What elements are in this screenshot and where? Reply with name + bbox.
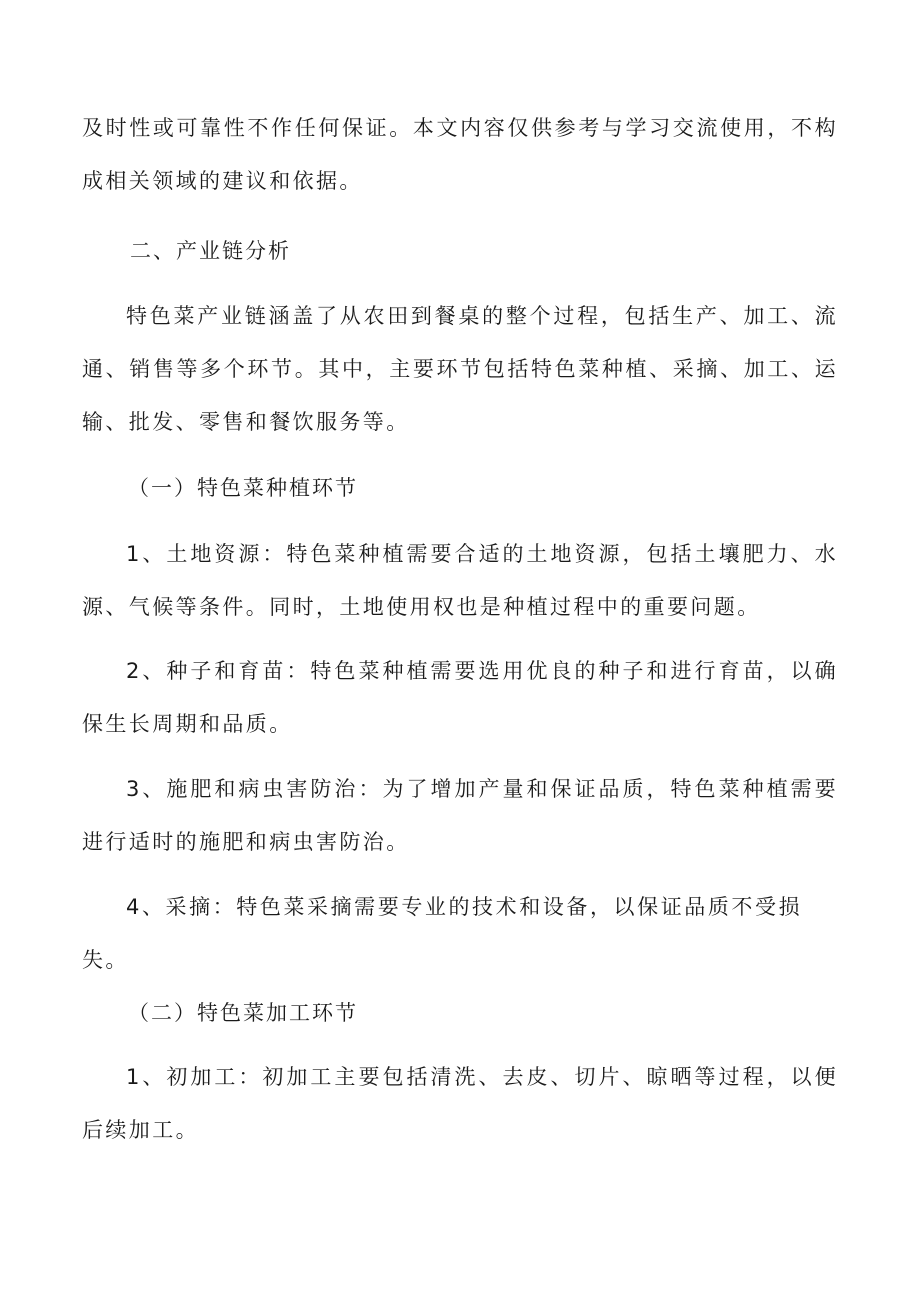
planting-item-fertilizer: 3、施肥和病虫害防治：为了增加产量和保证品质，特色菜种植需要进行适时的施肥和病虫害防治。 — [82, 777, 838, 854]
section-two-heading: 二、产业链分析 — [130, 239, 291, 263]
processing-item-initial: 1、初加工：初加工主要包括清洗、去皮、切片、晾晒等过程，以便后续加工。 — [82, 1065, 838, 1142]
planting-item-seeds: 2、种子和育苗：特色菜种植需要选用优良的种子和进行育苗，以确保生长周期和品质。 — [82, 659, 838, 736]
subsection-one-heading: （一）特色菜种植环节 — [128, 476, 358, 500]
subsection-two-heading: （二）特色菜加工环节 — [128, 1001, 358, 1025]
section-two-paragraph: 特色菜产业链涵盖了从农田到餐桌的整个过程，包括生产、加工、流通、销售等多个环节。其中，主要环节包括特色菜种植、采摘、加工、运输、批发、零售和餐饮服务等。 — [82, 304, 838, 434]
planting-item-harvest: 4、采摘：特色菜采摘需要专业的技术和设备，以保证品质不受损失。 — [82, 895, 802, 972]
intro-tail-paragraph: 及时性或可靠性不作任何保证。本文内容仅供参考与学习交流使用，不构成相关领域的建议和依据。 — [82, 116, 838, 193]
planting-item-land: 1、土地资源：特色菜种植需要合适的土地资源，包括土壤肥力、水源、气候等条件。同时，土地使用权也是种植过程中的重要问题。 — [82, 542, 838, 619]
